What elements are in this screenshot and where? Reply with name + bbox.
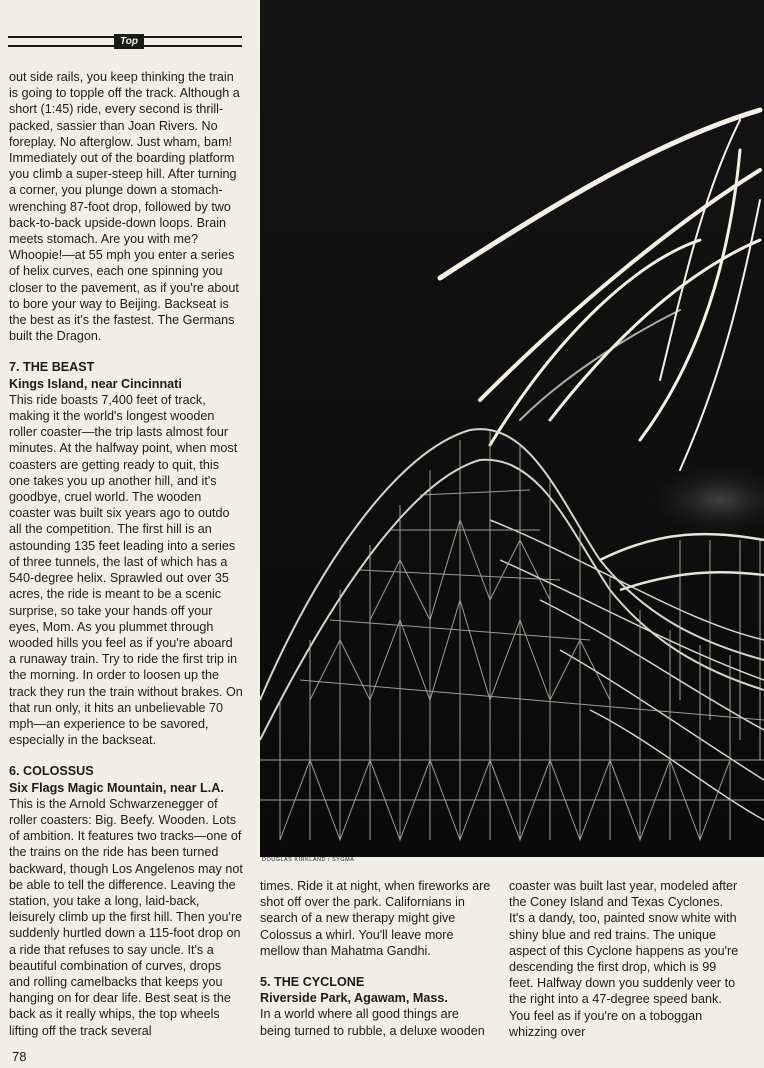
article-intro-paragraph: out side rails, you keep thinking the train is going to topple off the track. Although a short (1:45) ride, every second is thrill-packed, sassier than Joan Rivers. No foreplay. No afterglow. Just wham, bam! Immediately out of the boarding platform you climb a super-steep hill. After turning a corner, you plunge down a stomach-wrenching 87-foot drop, followed by two back-to-back upside-down loops. Brain meets stomach. Are you with me? Whoopie!—at 55 mph you enter a series of helix curves, each one spinning you closer to the pavement, as if you're about to bore your way to Beijing. Backseat is the best as it's the fastest. The Germans built the Dragon. [9,70,240,344]
colossus-heading: 6. COLOSSUS [9,764,94,779]
beast-heading: 7. THE BEAST [9,360,95,375]
page-number: 78 [12,1049,27,1064]
beast-location: Kings Island, near Cincinnati [9,376,182,391]
cyclone-heading: 5. THE CYCLONE [260,975,365,990]
coaster-fireworks-image [260,0,764,857]
colossus-body: This is the Arnold Schwarzenegger of roller coasters: Big. Beefy. Wooden. Lots of ambition. It features two tracks—one of the trains on the ride has been turned backward, though Los Angelenos may not be able to tell the difference. Leaving the station, you take a long, laid-back, leisurely climb up the first hill. Then you're suddenly hurtled down a 115-foot drop on a ride that refuses to say uncle. It's a beautiful combination of curves, drops and rolling camelbacks that keeps you hanging on for dear life. Best seat is the back as it really whips, the top wheels lifting off the track several [9,796,243,1038]
roller-coaster-photo [260,0,764,857]
cyclone-location: Riverside Park, Agawam, Mass. [260,991,448,1006]
cyclone-body: In a world where all good things are being turned to rubble, a deluxe wooden [260,1007,485,1038]
beast-body: This ride boasts 7,400 feet of track, making it the world's longest wooden roller coaster—the trip lasts almost four minutes. At the halfway point, when most coasters are getting ready to quit, this one takes you up another hill, and it's goodbye, cruel world. The wooden coaster was built six years ago to outdo all the competition. The first hill is an astounding 135 feet leading into a series of three tunnels, the last of which has a 540-degree helix. Sprawled out over 35 acres, the ride is meant to be a scenic surprise, so take your hands off your eyes, Mom. As you plummet through wooded hills you feel as if you're aboard a runaway train. Try to ride the first trip in the morning. In order to loosen up the track they run the train without brakes. On that run only, it hits an unbelievable 70 mph—an experience to be savored, especially in the backseat. [9,392,243,748]
section-header [8,34,242,49]
colossus-location: Six Flags Magic Mountain, near L.A. [9,780,224,795]
cyclone-continued: coaster was built last year, modeled after the Coney Island and Texas Cyclones. It's a dandy, too, painted snow white with shiny blue and red trains. The unique aspect of this Cyclone happens as you're descending the first drop, which is 99 feet. Halfway down you suddenly veer to the right into a 47-degree speed bank. You feel as if you're on a toboggan whizzing over [509,879,739,1039]
right-text-column [509,878,741,1040]
colossus-continued: times. Ride it at night, when fireworks are shot off over the park. Californians in search of a new therapy might give Colossus a whirl. You'll leave more mellow than Mahatma Gandhi. [260,879,491,958]
section-tag: Top [114,34,144,49]
photo-credit: DOUGLAS KIRKLAND / SYGMA [262,857,355,863]
middle-text-column [260,878,492,1039]
left-text-column [9,69,243,1039]
